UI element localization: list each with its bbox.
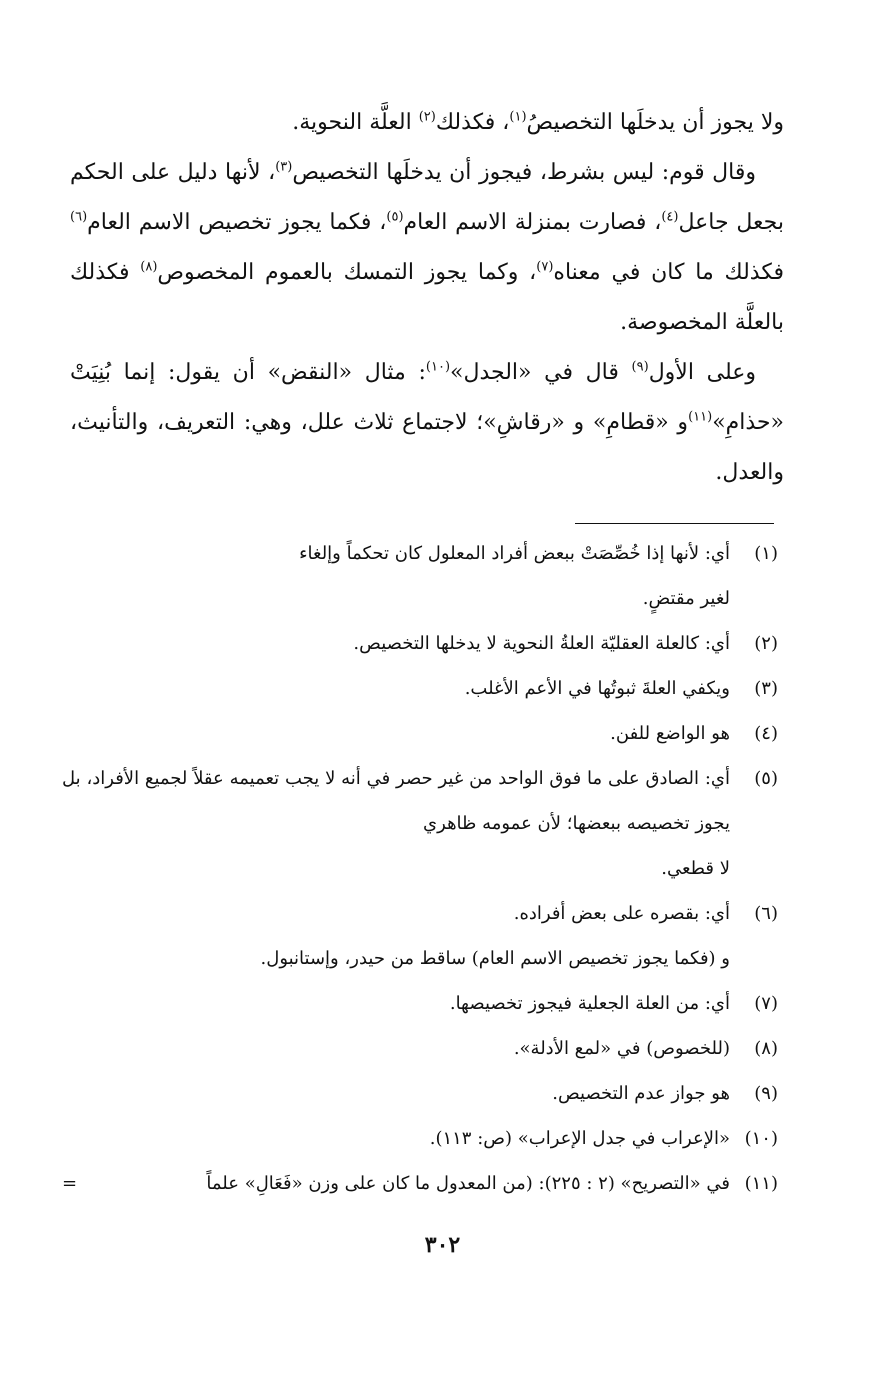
footnote-7 <box>62 981 778 1026</box>
text-run: وقال قوم: ليس بشرط، فيجوز أن يدخلَها التخصيص <box>292 160 756 185</box>
footnote-text: هو جواز عدم التخصيص. <box>552 1083 730 1104</box>
footnote-divider <box>575 523 774 524</box>
text-run: ، فصارت بمنزلة الاسم العام <box>403 210 662 235</box>
text-run: ، لأنها دليل على الحكم بجعل جاعل <box>70 160 784 235</box>
footnote-number: (٥) <box>754 768 778 789</box>
footnote-5-continuation: لا قطعي. <box>661 858 730 879</box>
footnote-1-continuation: لغير مقتضٍ. <box>642 588 730 609</box>
footnote-number: (٧) <box>754 993 778 1014</box>
continuation-mark: = <box>62 1173 78 1194</box>
footnote-text: (للخصوص) في «لمع الأدلة». <box>513 1038 730 1059</box>
footnote-number: (٢) <box>754 633 778 654</box>
footnote-3 <box>62 666 778 711</box>
footnote-text: في «التصريح» (٢ : ٢٢٥): (من المعدول ما كان على وزن «فَعَالِ» علماً <box>206 1173 730 1194</box>
paragraph-1 <box>70 98 784 148</box>
main-text <box>70 98 784 498</box>
footnote-text: هو الواضع للفن. <box>610 723 730 744</box>
footnote-reference: (٣) <box>275 159 293 175</box>
footnote-5 <box>62 756 778 846</box>
footnote-6 <box>62 891 778 936</box>
footnote-text: أي: كالعلة العقليّة العلةُ النحوية لا يدخلها التخصيص. <box>353 633 730 654</box>
footnote-9 <box>62 1071 778 1116</box>
footnote-reference: (٧) <box>536 259 554 275</box>
footnote-reference: (٨) <box>140 259 158 275</box>
footnote-reference: (٩) <box>631 359 649 375</box>
text-run: وعلى الأول <box>648 360 756 385</box>
text-run: فكذلك ما كان في معناه <box>553 260 784 285</box>
text-run: ، فكما يجوز تخصيص الاسم العام <box>87 210 387 235</box>
footnote-text: ويكفي العلةَ ثبوتُها في الأعم الأغلب. <box>464 678 730 699</box>
footnote-number: (١١) <box>744 1173 778 1194</box>
footnote-text: أي: من العلة الجعلية فيجوز تخصيصها. <box>449 993 730 1014</box>
footnote-number: (٩) <box>754 1083 778 1104</box>
footnote-number: (٤) <box>754 723 778 744</box>
paragraph-2 <box>70 148 784 348</box>
footnote-reference: (١٠) <box>425 359 451 375</box>
footnote-number: (٨) <box>754 1038 778 1059</box>
footnote-reference: (١١) <box>688 409 713 425</box>
text-run: ، وكما يجوز التمسك بالعموم المخصوص <box>157 260 537 285</box>
footnote-10 <box>62 1116 778 1161</box>
footnote-number: (١) <box>754 543 778 564</box>
footnote-text: «الإعراب في جدل الإعراب» (ص: ١١٣). <box>429 1128 730 1149</box>
footnote-4 <box>62 711 778 756</box>
footnote-6-continuation: و (فكما يجوز تخصيص الاسم العام) ساقط من حيدر، وإستانبول. <box>260 948 730 969</box>
footnote-reference: (٥) <box>386 209 404 225</box>
text-run: ، فكذلك <box>435 110 510 135</box>
footnote-text: أي: لأنها إذا خُصِّصَتْ ببعض أفراد المعلول كان تحكماً وإلغاء <box>299 543 730 564</box>
text-run: : مثال «النقض» أن يقول: إنما بُنِيَتْ «حذامِ» <box>70 360 784 435</box>
footnote-reference: (٢) <box>418 109 436 125</box>
page-number: ٣٠٢ <box>424 1232 461 1258</box>
text-run: العلَّة النحوية. <box>292 110 419 135</box>
footnote-number: (٣) <box>754 678 778 699</box>
footnote-reference: (١) <box>509 109 527 125</box>
footnote-1 <box>62 531 778 576</box>
footnote-text: أي: الصادق على ما فوق الواحد من غير حصر في أنه لا يجب تعميمه عقلاً لجميع الأفراد، بل يجوز تخصيصه ببعضها؛ لأن عمومه ظاهري <box>62 768 730 834</box>
footnote-reference: (٦) <box>70 209 88 225</box>
paragraph-3 <box>70 348 784 498</box>
text-run: و «قطامِ» و «رقاشِ»؛ لاجتماع ثلاث علل، وهي: التعريف، والتأنيث، والعدل. <box>70 410 784 485</box>
text-run: فكذلك بالعلَّة المخصوصة. <box>70 260 784 335</box>
footnote-reference: (٤) <box>661 209 679 225</box>
footnote-number: (١٠) <box>744 1128 778 1149</box>
text-run: ولا يجوز أن يدخلَها التخصيصُ <box>526 110 784 135</box>
text-run: قال في «الجدل» <box>450 360 632 385</box>
footnote-2 <box>62 621 778 666</box>
footnote-8 <box>62 1026 778 1071</box>
footnotes <box>62 531 778 1206</box>
footnote-number: (٦) <box>754 903 778 924</box>
footnote-text: أي: بقصره على بعض أفراده. <box>513 903 730 924</box>
footnote-11 <box>62 1161 778 1206</box>
